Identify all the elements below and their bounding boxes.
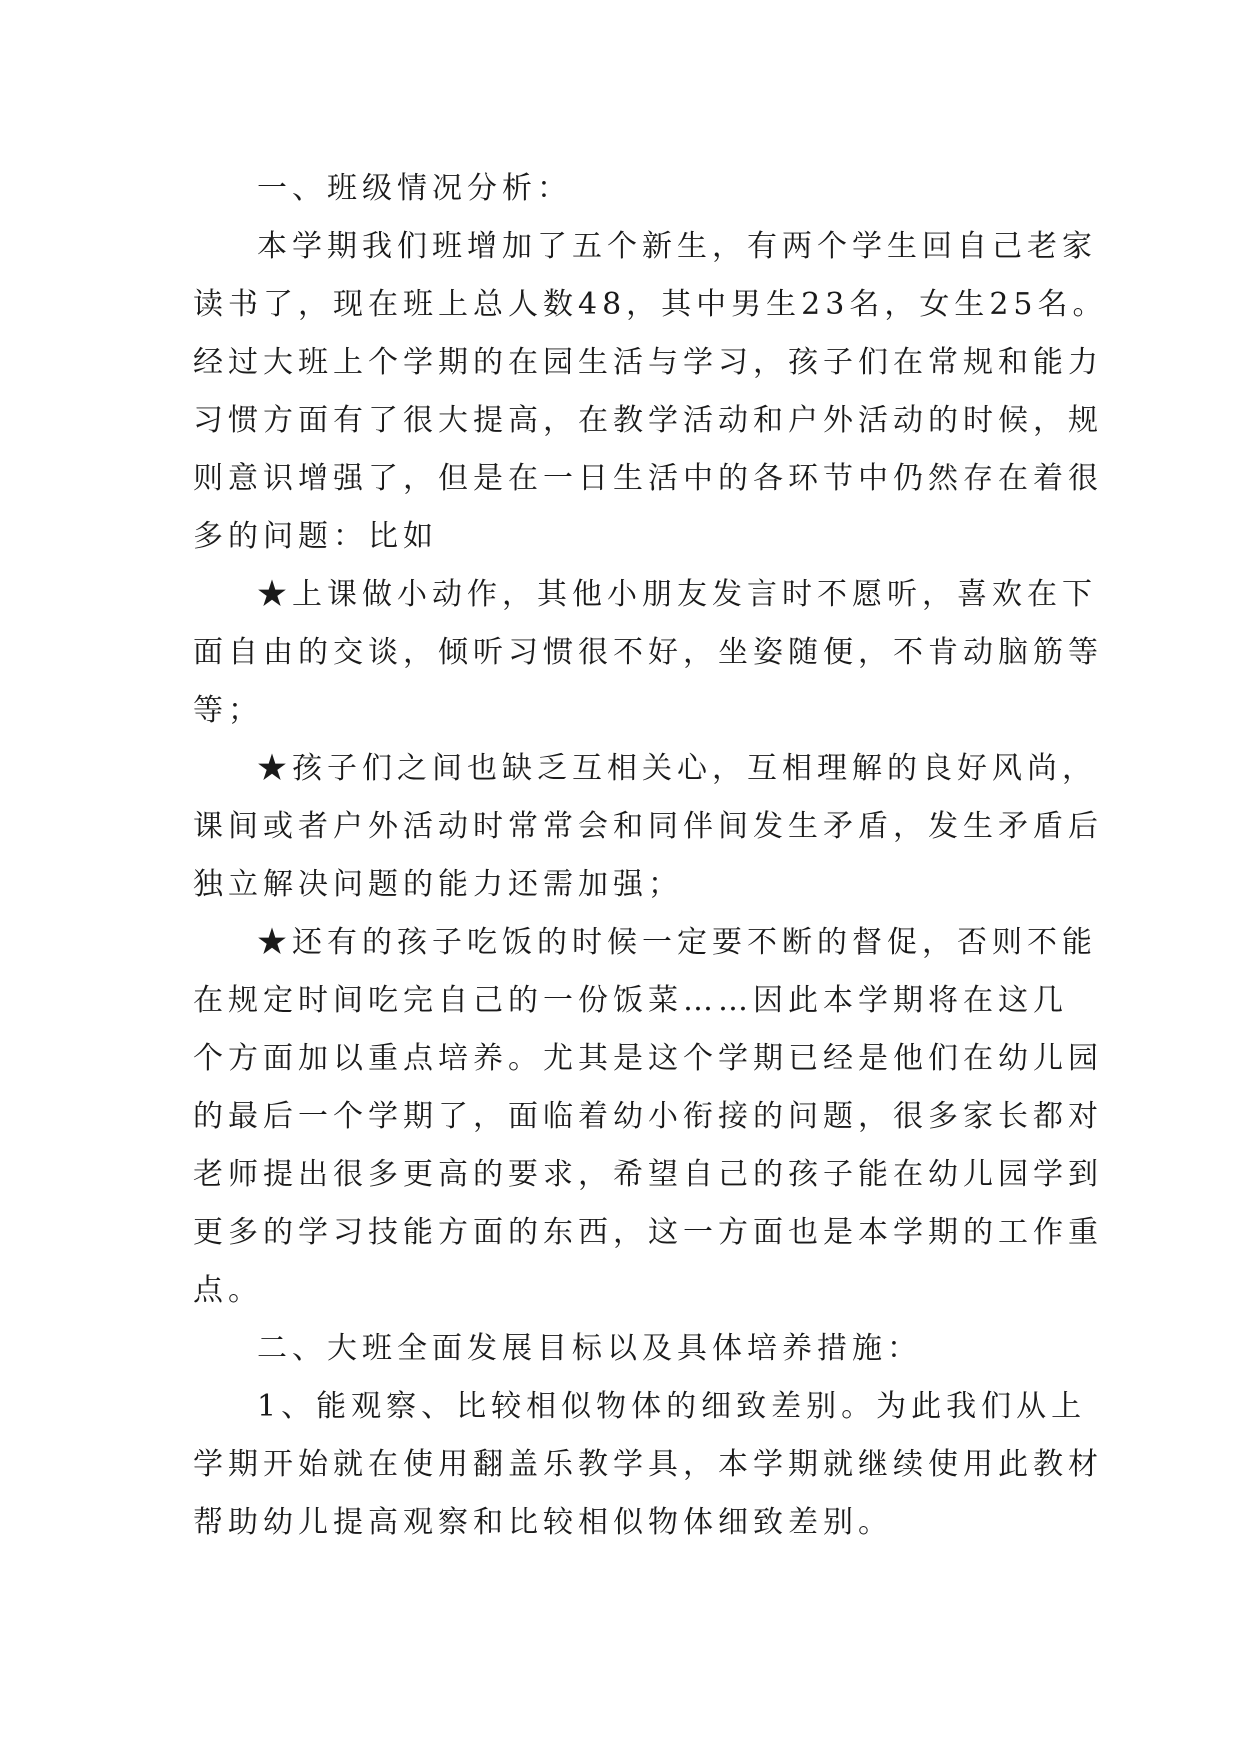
bullet-item-line: ★还有的孩子吃饭的时候一定要不断的督促，否则不能 [257,925,1097,960]
paragraph-line: 多的问题：比如 [193,519,438,554]
paragraph-line: 面自由的交谈，倾听习惯很不好，坐姿随便，不肯动脑筋等 [193,635,1103,670]
section-heading-goals: 二、大班全面发展目标以及具体培养措施： [257,1331,922,1366]
paragraph-line: 的最后一个学期了，面临着幼小衔接的问题，很多家长都对 [193,1099,1103,1134]
document-body [193,160,1108,1552]
paragraph-line: 读书了，现在班上总人数48，其中男生23名，女生25名。 [193,287,1108,322]
paragraph-line: 点。 [193,1273,263,1308]
bullet-item-line: ★孩子们之间也缺乏互相关心，互相理解的良好风尚， [257,751,1097,786]
paragraph-line: 本学期我们班增加了五个新生，有两个学生回自己老家 [257,229,1097,264]
paragraph-line: 老师提出很多更高的要求，希望自己的孩子能在幼儿园学到 [193,1157,1103,1192]
paragraph-line: 等； [193,693,263,728]
paragraph-line: 则意识增强了，但是在一日生活中的各环节中仍然存在着很 [193,461,1103,496]
paragraph-line: 帮助幼儿提高观察和比较相似物体细致差别。 [193,1505,893,1540]
paragraph-line: 经过大班上个学期的在园生活与学习，孩子们在常规和能力 [193,345,1103,380]
paragraph-line: 更多的学习技能方面的东西，这一方面也是本学期的工作重 [193,1215,1103,1250]
paragraph-line: 习惯方面有了很大提高，在教学活动和户外活动的时候，规 [193,403,1103,438]
paragraph-line: 个方面加以重点培养。尤其是这个学期已经是他们在幼儿园 [193,1041,1103,1076]
paragraph-line: 学期开始就在使用翻盖乐教学具，本学期就继续使用此教材 [193,1447,1103,1482]
paragraph-line: 在规定时间吃完自己的一份饭菜……因此本学期将在这几 [193,983,1068,1018]
paragraph-line: 独立解决问题的能力还需加强； [193,867,683,902]
paragraph-line: 课间或者户外活动时常常会和同伴间发生矛盾，发生矛盾后 [193,809,1103,844]
section-heading-class-analysis: 一、班级情况分析： [257,171,572,206]
bullet-item-line: ★上课做小动作，其他小朋友发言时不愿听，喜欢在下 [257,577,1097,612]
numbered-item-line: 1、能观察、比较相似物体的细致差别。为此我们从上 [257,1389,1087,1424]
